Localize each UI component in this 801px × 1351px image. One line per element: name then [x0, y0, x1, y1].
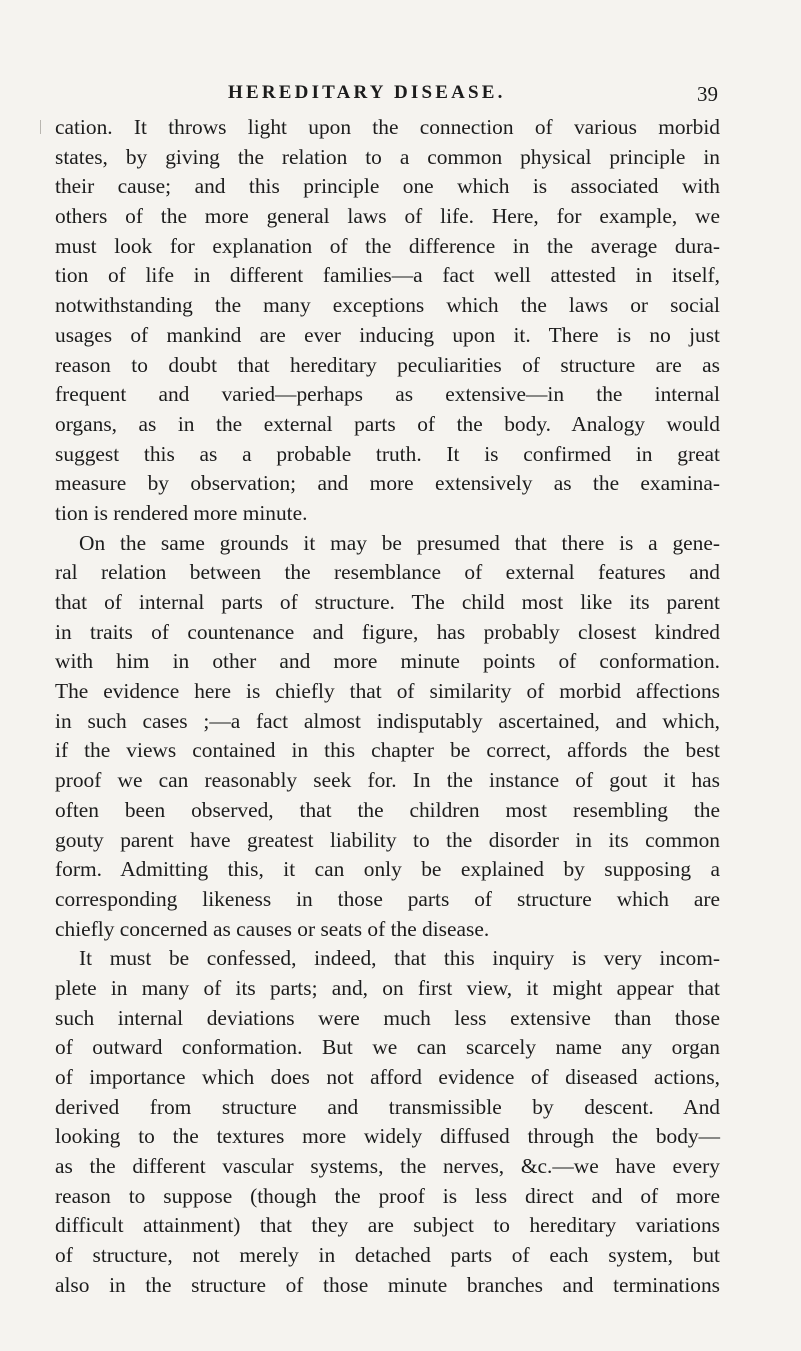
text-line: also in the structure of those minute branches and terminations [55, 1272, 720, 1297]
text-line: reason to suppose (though the proof is less direct and of more [55, 1183, 720, 1208]
running-title: HEREDITARY DISEASE. [228, 82, 506, 103]
text-line: suggest this as a probable truth. It is confirmed in great [55, 441, 720, 466]
page-number: 39 [697, 82, 718, 106]
text-line: of importance which does not afford evidence of diseased actions, [55, 1065, 720, 1089]
text-line: difficult attainment) that they are subject to hereditary variations [55, 1213, 720, 1238]
text-line: in such cases ;—a fact almost indisputably ascertained, and which, [55, 708, 720, 733]
text-line: states, by giving the relation to a common physical principle in [55, 144, 720, 169]
text-line: their cause; and this principle one which is associated with [55, 174, 720, 199]
margin-mark [40, 120, 41, 134]
text-line: corresponding likeness in those parts of structure which are [55, 886, 720, 911]
running-head [228, 82, 718, 108]
text-line: looking to the textures more widely diffused through the body— [55, 1124, 720, 1149]
text-line: plete in many of its parts; and, on first view, it might appear that [55, 975, 720, 1000]
text-line: ral relation between the resemblance of external features and [55, 560, 720, 585]
body-text [55, 113, 720, 1301]
text-line: On the same grounds it may be presumed that there is a gene- [79, 530, 720, 555]
text-line: if the views contained in this chapter be correct, affords the best [55, 738, 720, 763]
text-line: proof we can reasonably seek for. In the instance of gout it has [55, 768, 720, 793]
text-line: usages of mankind are ever inducing upon it. There is no just [55, 322, 720, 347]
text-line: derived from structure and transmissible by descent. And [55, 1094, 720, 1119]
text-line: form. Admitting this, it can only be explained by supposing a [55, 857, 720, 882]
text-line: chiefly concerned as causes or seats of the disease. [55, 916, 490, 941]
text-line: cation. It throws light upon the connection of various morbid [55, 115, 720, 139]
text-line: gouty parent have greatest liability to the disorder in its common [55, 827, 720, 852]
text-line: others of the more general laws of life. Here, for example, we [55, 204, 720, 229]
text-line: organs, as in the external parts of the body. Analogy would [55, 411, 720, 436]
text-line: with him in other and more minute points of conformation. [55, 649, 720, 674]
text-line: frequent and varied—perhaps as extensive—in the internal [55, 382, 720, 407]
text-line: in traits of countenance and figure, has probably closest kindred [55, 619, 720, 644]
text-line: that of internal parts of structure. The child most like its parent [55, 590, 720, 614]
text-line: must look for explanation of the difference in the average dura- [55, 233, 720, 258]
text-line: reason to doubt that hereditary peculiarities of structure are as [55, 352, 720, 377]
text-line: such internal deviations were much less extensive than those [55, 1005, 720, 1030]
text-line: The evidence here is chiefly that of similarity of morbid affections [55, 679, 720, 704]
text-line: measure by observation; and more extensively as the examina- [55, 471, 720, 496]
text-line: It must be confessed, indeed, that this inquiry is very incom- [79, 946, 720, 971]
text-line: as the different vascular systems, the nerves, &c.—we have every [55, 1154, 720, 1179]
text-line: tion is rendered more minute. [55, 500, 308, 525]
text-line: of outward conformation. But we can scarcely name any organ [55, 1035, 720, 1060]
text-line: often been observed, that the children most resembling the [55, 797, 720, 822]
text-line: of structure, not merely in detached parts of each system, but [55, 1243, 720, 1268]
text-line: notwithstanding the many exceptions which the laws or social [55, 293, 720, 318]
text-line: tion of life in different families—a fact well attested in itself, [55, 263, 720, 288]
